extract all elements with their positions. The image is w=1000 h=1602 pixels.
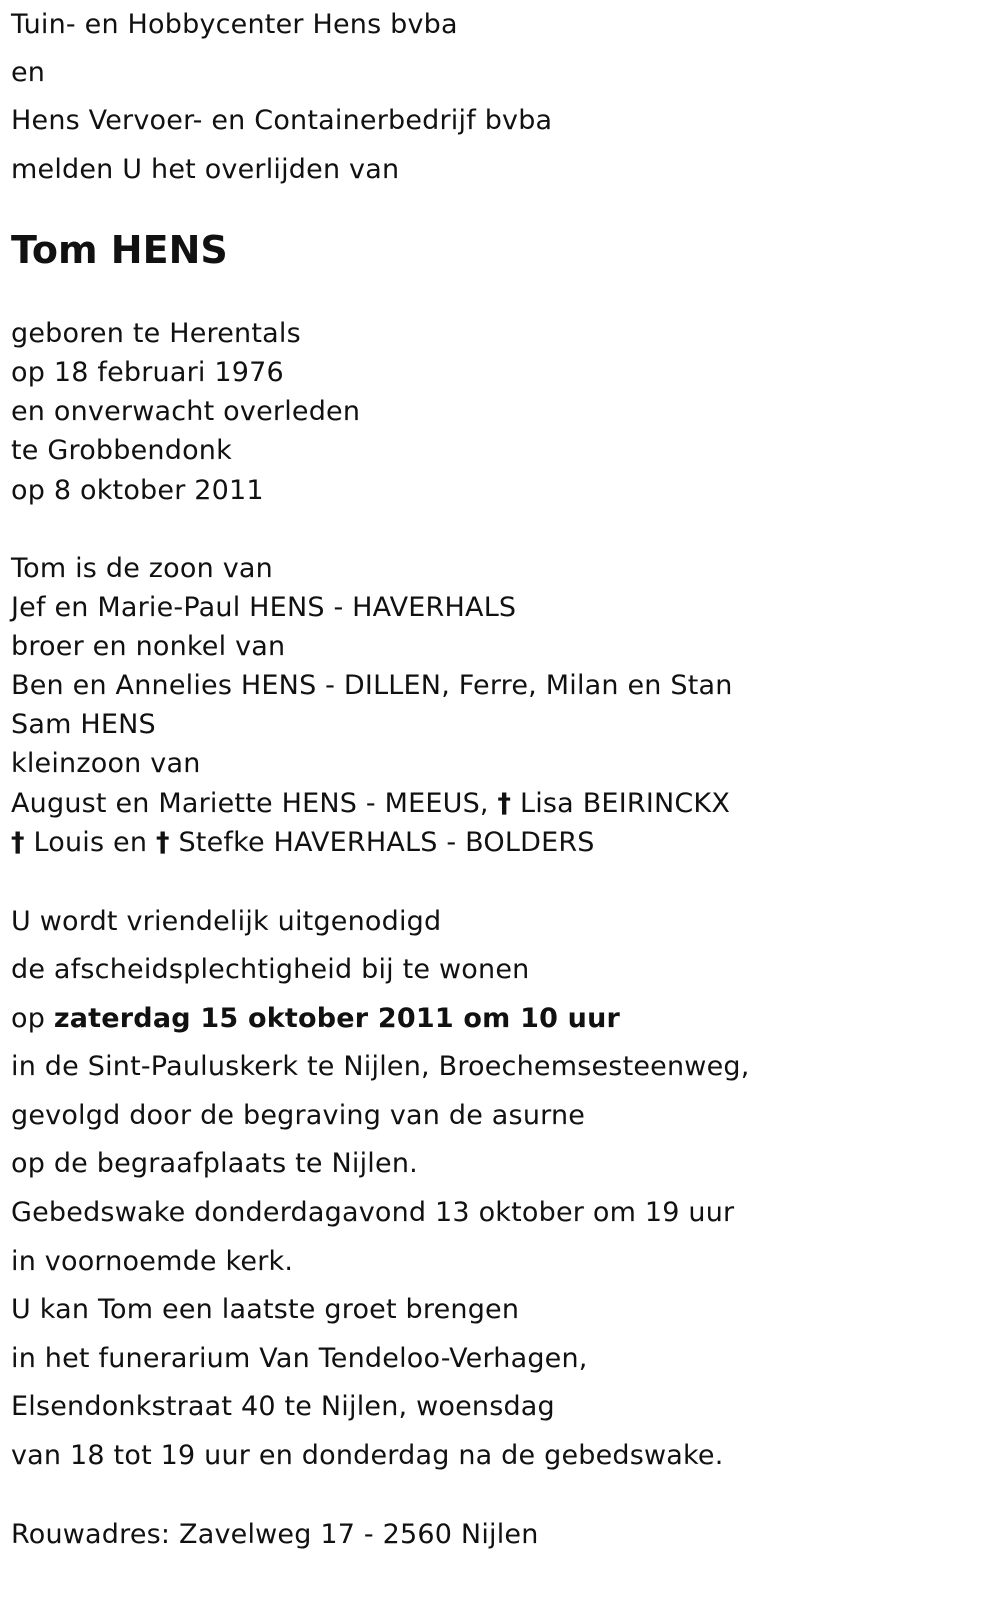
ceremony-line-5: gevolgd door de begraving van de asurne	[11, 1100, 586, 1131]
grandparent-name: Louis en	[24, 827, 156, 858]
cross-icon: †	[497, 788, 512, 819]
cross-icon: †	[11, 827, 25, 858]
birth-place: geboren te Herentals	[11, 318, 301, 349]
announcement-line: melden U het overlijden van	[11, 154, 400, 185]
death-intro: en onverwacht overleden	[11, 396, 361, 427]
ceremony-line-2: de afscheidsplechtigheid bij te wonen	[11, 954, 530, 985]
family-line-1: Tom is de zoon van	[11, 553, 273, 584]
sender-line-1: Tuin- en Hobbycenter Hens bvba	[11, 9, 458, 40]
family-line-5: Sam HENS	[11, 709, 156, 740]
family-line-3: broer en nonkel van	[11, 631, 286, 662]
family-line-6: kleinzoon van	[11, 748, 201, 779]
ceremony-line-11: Elsendonkstraat 40 te Nijlen, woensdag	[11, 1391, 555, 1422]
ceremony-date-prefix: op	[11, 1003, 54, 1034]
ceremony-date: zaterdag 15 oktober 2011 om 10 uur	[53, 1003, 621, 1034]
family-line-2: Jef en Marie-Paul HENS - HAVERHALS	[11, 592, 517, 623]
ceremony-line-4: in de Sint-Pauluskerk te Nijlen, Broechemsesteenweg,	[11, 1051, 750, 1082]
deceased-name: Tom HENS	[11, 228, 228, 272]
ceremony-line-9: U kan Tom een laatste groet brengen	[11, 1294, 520, 1325]
ceremony-line-10: in het funerarium Van Tendeloo-Verhagen,	[11, 1343, 588, 1374]
birth-date: op 18 februari 1976	[11, 357, 284, 388]
death-place: te Grobbendonk	[11, 435, 232, 466]
ceremony-line-1: U wordt vriendelijk uitgenodigd	[11, 906, 442, 937]
grandparent-name: Stefke HAVERHALS - BOLDERS	[169, 827, 595, 858]
ceremony-line-12: van 18 tot 19 uur en donderdag na de gebedswake.	[11, 1440, 724, 1471]
grandparents-text: August en Mariette HENS - MEEUS,	[11, 788, 498, 819]
cross-icon: †	[155, 827, 170, 858]
sender-line-2: en	[11, 57, 46, 88]
family-line-4: Ben en Annelies HENS - DILLEN, Ferre, Milan en Stan	[11, 670, 733, 701]
death-date: op 8 oktober 2011	[11, 475, 264, 506]
family-line-8	[11, 823, 595, 863]
ceremony-line-7: Gebedswake donderdagavond 13 oktober om 19 uur	[11, 1197, 735, 1228]
grandparent-name: Lisa BEIRINCKX	[511, 788, 731, 819]
ceremony-line-8: in voornoemde kerk.	[11, 1246, 294, 1277]
family-line-7	[11, 784, 730, 824]
ceremony-date-line	[11, 999, 620, 1039]
ceremony-line-6: op de begraafplaats te Nijlen.	[11, 1148, 418, 1179]
mourning-address: Rouwadres: Zavelweg 17 - 2560 Nijlen	[11, 1519, 539, 1550]
sender-line-3: Hens Vervoer- en Containerbedrijf bvba	[11, 105, 553, 136]
